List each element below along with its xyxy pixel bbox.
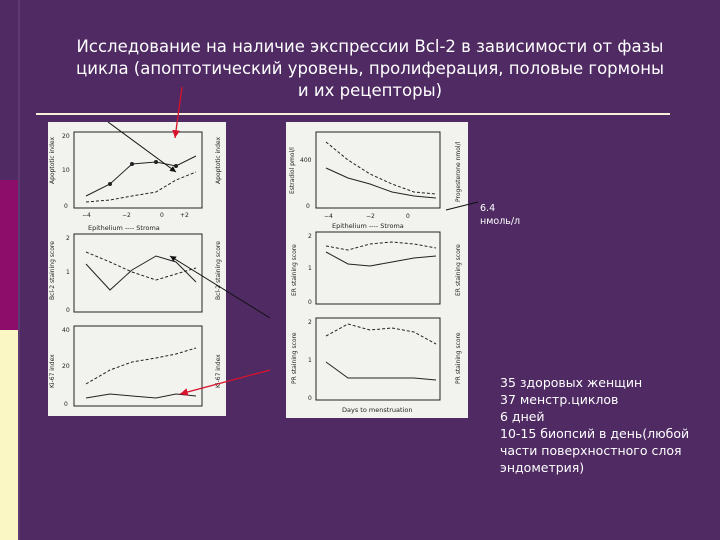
black-arrow-top (108, 122, 176, 172)
y-axis-label: Bcl-2 staining score (49, 241, 56, 300)
info-line: 37 менстр.циклов (500, 392, 619, 407)
side-note-value: 6.4 (480, 203, 496, 214)
y-tick-label: 0 (64, 203, 68, 210)
legend-text: Epithelium ---- Stroma (332, 222, 404, 230)
y-tick-label: 0 (66, 307, 70, 314)
title-line: и их рецепторы) (297, 81, 443, 100)
y-tick-label: 0 (64, 401, 68, 408)
title-line: цикла (апоптотический уровень, пролиферация, половые гормоны (75, 59, 665, 78)
y-tick-label: 0 (308, 395, 312, 402)
x-tick-label: −4 (324, 213, 333, 220)
y-axis-label-right: PR staining score (455, 332, 462, 384)
red-arrow-top (175, 87, 182, 138)
y-tick-label: 10 (62, 167, 70, 174)
y-tick-label: 2 (308, 319, 312, 326)
x-tick-label: −2 (366, 213, 375, 220)
x-axis-label: Days to menstruation (342, 406, 413, 414)
y-tick-label: 2 (66, 235, 70, 242)
info-line: 10-15 биопсий в день(любой (500, 426, 690, 441)
y-tick-label: 400 (300, 157, 312, 164)
black-arrow-middle (170, 256, 270, 318)
title-line: Исследование на наличие экспрессии Bcl-2 в зависимости от фазы (76, 37, 664, 56)
y-tick-label: 0 (308, 299, 312, 306)
black-pointer-line (446, 202, 478, 210)
info-line: 6 дней (500, 409, 545, 424)
y-axis-label-right: Bcl-2 staining score (215, 241, 222, 300)
x-tick-label: +2 (180, 212, 189, 219)
side-note (480, 202, 520, 228)
x-tick-label: −4 (82, 212, 91, 219)
y-axis-label: Apoptotic index (49, 136, 56, 184)
x-tick-label: 0 (160, 212, 164, 219)
y-tick-label: 2 (308, 233, 312, 240)
y-tick-label: 0 (306, 203, 310, 210)
side-note-unit: нмоль/л (480, 216, 521, 227)
legend-text: Epithelium ---- Stroma (88, 224, 160, 232)
y-tick-label: 20 (62, 133, 70, 140)
y-axis-label-right: Ki-67 index (215, 354, 222, 388)
y-axis-label: Estradiol pmol/l (289, 147, 296, 194)
y-axis-label-right: Apoptotic index (215, 136, 222, 184)
y-axis-label: PR staining score (291, 332, 298, 384)
y-tick-label: 1 (308, 265, 312, 272)
y-axis-label: ER staining score (291, 244, 298, 296)
info-line: части поверхностного слоя (500, 443, 682, 458)
study-info (500, 374, 689, 476)
y-axis-label: Ki-67 index (49, 354, 56, 388)
x-tick-label: −2 (122, 212, 131, 219)
red-arrow-bottom (180, 370, 270, 394)
y-axis-label-right: Progesterone nmol/l (455, 141, 462, 202)
y-tick-label: 20 (62, 363, 70, 370)
y-axis-label-right: ER staining score (455, 244, 462, 296)
y-tick-label: 1 (308, 357, 312, 364)
x-tick-label: 0 (406, 213, 410, 220)
y-tick-label: 1 (66, 269, 70, 276)
info-line: 35 здоровых женщин (500, 375, 643, 390)
y-tick-label: 40 (62, 327, 70, 334)
info-line: эндометрия) (500, 460, 585, 475)
